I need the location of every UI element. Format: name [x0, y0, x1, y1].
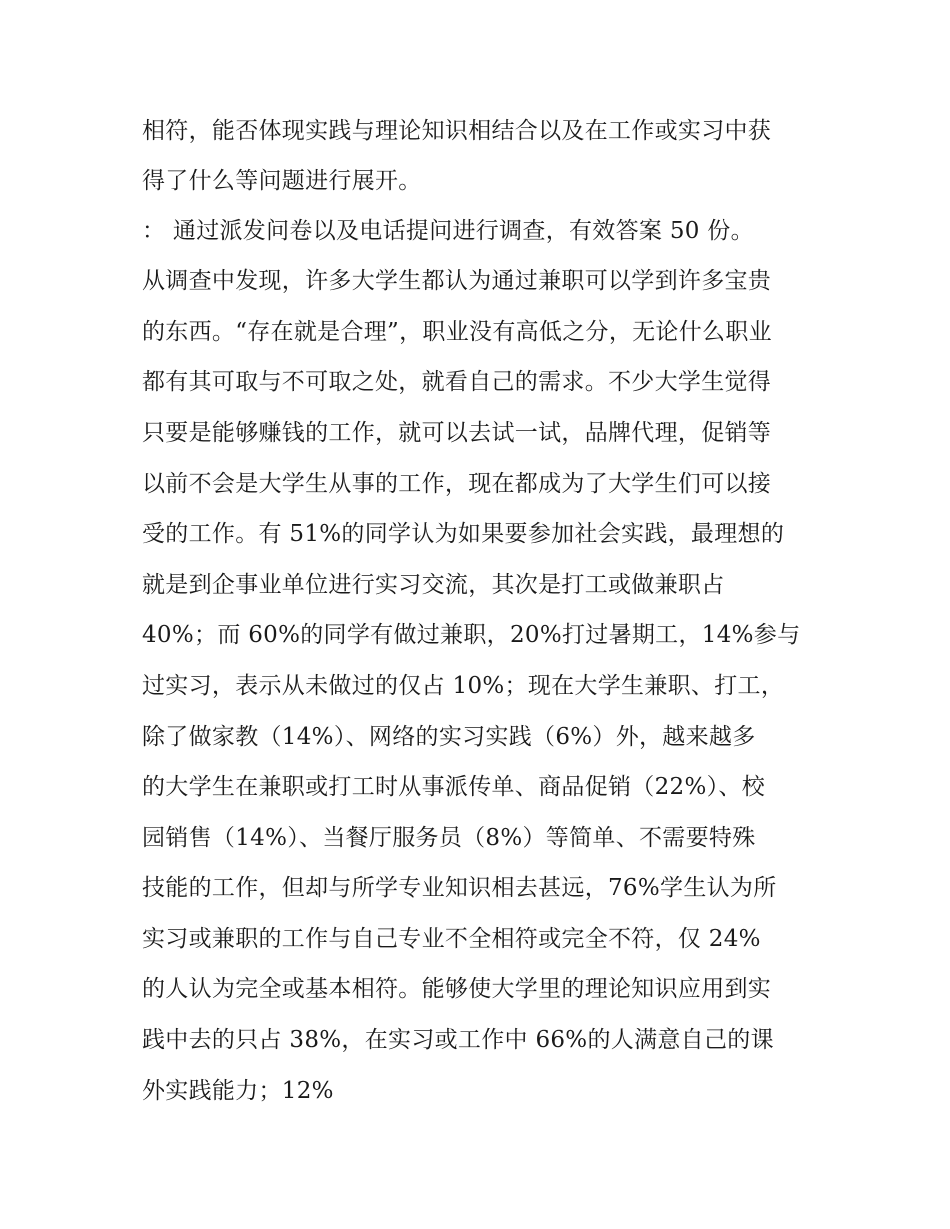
text-line: 从调查中发现，许多大学生都认为通过兼职可以学到许多宝贵	[142, 268, 772, 294]
text-line: 外实践能力；12%	[142, 1078, 334, 1104]
text-line: ： 通过派发问卷以及电话提问进行调查，有效答案 50 份。	[142, 218, 754, 244]
text-line: 只要是能够赚钱的工作，就可以去试一试，品牌代理，促销等	[142, 420, 772, 446]
text-line: 实习或兼职的工作与自己专业不全相符或完全不符，仅 24%	[142, 926, 761, 952]
text-line: 都有其可取与不可取之处，就看自己的需求。不少大学生觉得	[142, 369, 772, 395]
text-line: 的人认为完全或基本相符。能够使大学里的理论知识应用到实	[142, 976, 772, 1002]
text-line: 过实习，表示从未做过的仅占 10%；现在大学生兼职、打工，	[142, 673, 785, 699]
text-line: 除了做家教（14%）、网络的实习实践（6%）外，越来越多	[142, 724, 756, 750]
text-line: 得了什么等问题进行展开。	[142, 168, 422, 194]
text-line: 的大学生在兼职或打工时从事派传单、商品促销（22%）、校	[142, 774, 766, 800]
text-line: 就是到企事业单位进行实习交流，其次是打工或做兼职占	[142, 572, 725, 598]
text-line: 相符，能否体现实践与理论知识相结合以及在工作或实习中获	[142, 118, 772, 144]
text-line: 以前不会是大学生从事的工作，现在都成为了大学生们可以接	[142, 471, 772, 497]
text-line: 践中去的只占 38%，在实习或工作中 66%的人满意自己的课	[142, 1027, 774, 1053]
text-line: 技能的工作，但却与所学专业知识相去甚远，76%学生认为所	[142, 875, 777, 901]
text-line: 园销售（14%）、当餐厅服务员（8%）等简单、不需要特殊	[142, 825, 756, 851]
text-line: 受的工作。有 51%的同学认为如果要参加社会实践，最理想的	[142, 521, 785, 547]
text-line: 40%；而 60%的同学有做过兼职，20%打过暑期工，14%参与	[142, 622, 801, 648]
text-line: 的东西。“存在就是合理”，职业没有高低之分，无论什么职业	[142, 319, 772, 345]
